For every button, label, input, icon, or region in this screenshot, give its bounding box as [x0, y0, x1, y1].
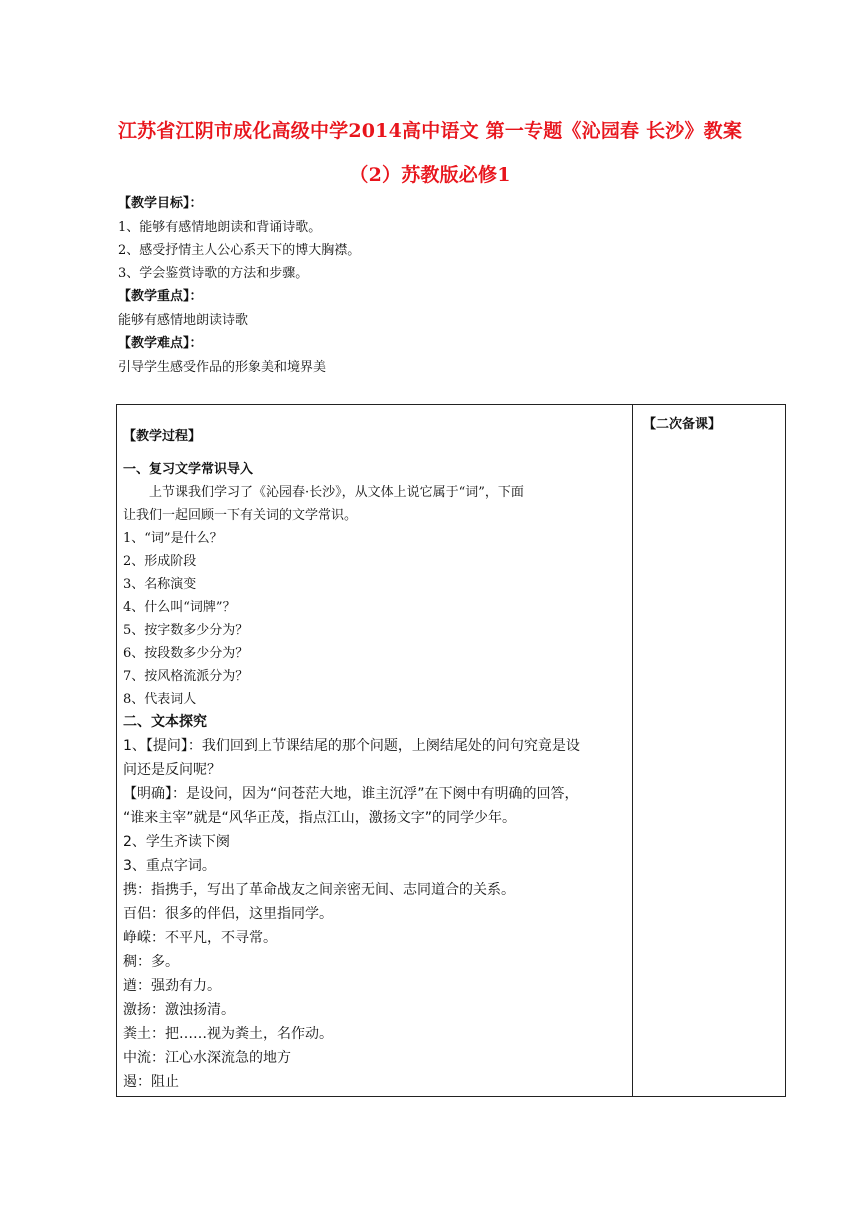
- lesson-intro: [118, 192, 758, 379]
- difficulty-heading: 【教学难点】：: [118, 336, 203, 351]
- vocab-item: 遒：强劲有力。: [123, 978, 221, 994]
- question-item: 6、按段数多少分为？: [123, 646, 249, 661]
- question-item: 8、代表词人: [123, 692, 197, 707]
- key-point-text: 能够有感情地朗读诗歌: [118, 313, 249, 328]
- intro-paragraph-line: 让我们一起回顾一下有关词的文学常识。: [123, 508, 358, 523]
- vocab-item: 中流：江心水深流急的地方: [123, 1050, 291, 1066]
- vocab-item: 携：指携手，写出了革命战友之间亲密无间、志同道合的关系。: [123, 882, 515, 898]
- exploration-line: 2、学生齐读下阕: [123, 834, 230, 850]
- question-item: 1、“词”是什么？: [123, 531, 223, 546]
- teaching-process: [123, 425, 628, 1094]
- exploration-line: 3、重点字词。: [123, 858, 216, 874]
- document-title-line1: 江苏省江阴市成化高级中学2014高中语文 第一专题《沁园春 长沙》教案: [117, 120, 743, 142]
- text-exploration: [123, 734, 628, 1094]
- section-1-heading: 一、复习文学常识导入: [123, 462, 254, 477]
- vocab-item: 激扬：激浊扬清。: [123, 1002, 235, 1018]
- objectives-heading: 【教学目标】：: [118, 196, 203, 211]
- column-divider: [632, 405, 633, 1096]
- document-title-line2: （2）苏教版必修1: [349, 164, 511, 186]
- vocab-item: 粪土：把……视为粪土，名作动。: [123, 1026, 333, 1042]
- key-point-heading: 【教学重点】：: [118, 289, 203, 304]
- second-prep-label: 【二次备课】: [643, 417, 722, 432]
- objective-item: 3、学会鉴赏诗歌的方法和步骤。: [118, 266, 309, 281]
- difficulty-text: 引导学生感受作品的形象美和境界美: [118, 360, 327, 375]
- process-heading: 【教学过程】: [123, 429, 202, 444]
- objective-item: 1、能够有感情地朗读和背诵诗歌。: [118, 220, 322, 235]
- exploration-line: 【明确】：是设问，因为“问苍茫大地，谁主沉浮”在下阕中有明确的回答，: [123, 786, 579, 802]
- vocab-item: 遏：阻止: [123, 1074, 179, 1090]
- vocab-item: 峥嵘：不平凡，不寻常。: [123, 930, 277, 946]
- exploration-line: “谁来主宰”就是“风华正茂，指点江山，激扬文字”的同学少年。: [123, 810, 517, 826]
- question-item: 3、名称演变: [123, 577, 197, 592]
- question-item: 7、按风格流派分为？: [123, 669, 249, 684]
- section-2-heading: 二、文本探究: [123, 714, 207, 730]
- vocab-item: 稠：多。: [123, 954, 179, 970]
- intro-paragraph-line: 上节课我们学习了《沁园春·长沙》，从文体上说它属于“词”，下面: [149, 485, 524, 500]
- exploration-line: 1、【提问】：我们回到上节课结尾的那个问题，上阕结尾处的问句究竟是设: [123, 738, 580, 754]
- question-item: 5、按字数多少分为？: [123, 623, 249, 638]
- question-item: 4、什么叫“词牌”？: [123, 600, 236, 615]
- exploration-line: 问还是反问呢？: [123, 762, 221, 778]
- question-item: 2、形成阶段: [123, 554, 197, 569]
- vocab-item: 百侣：很多的伴侣，这里指同学。: [123, 906, 333, 922]
- lesson-table: [116, 404, 786, 1097]
- objective-item: 2、感受抒情主人公心系天下的博大胸襟。: [118, 243, 361, 258]
